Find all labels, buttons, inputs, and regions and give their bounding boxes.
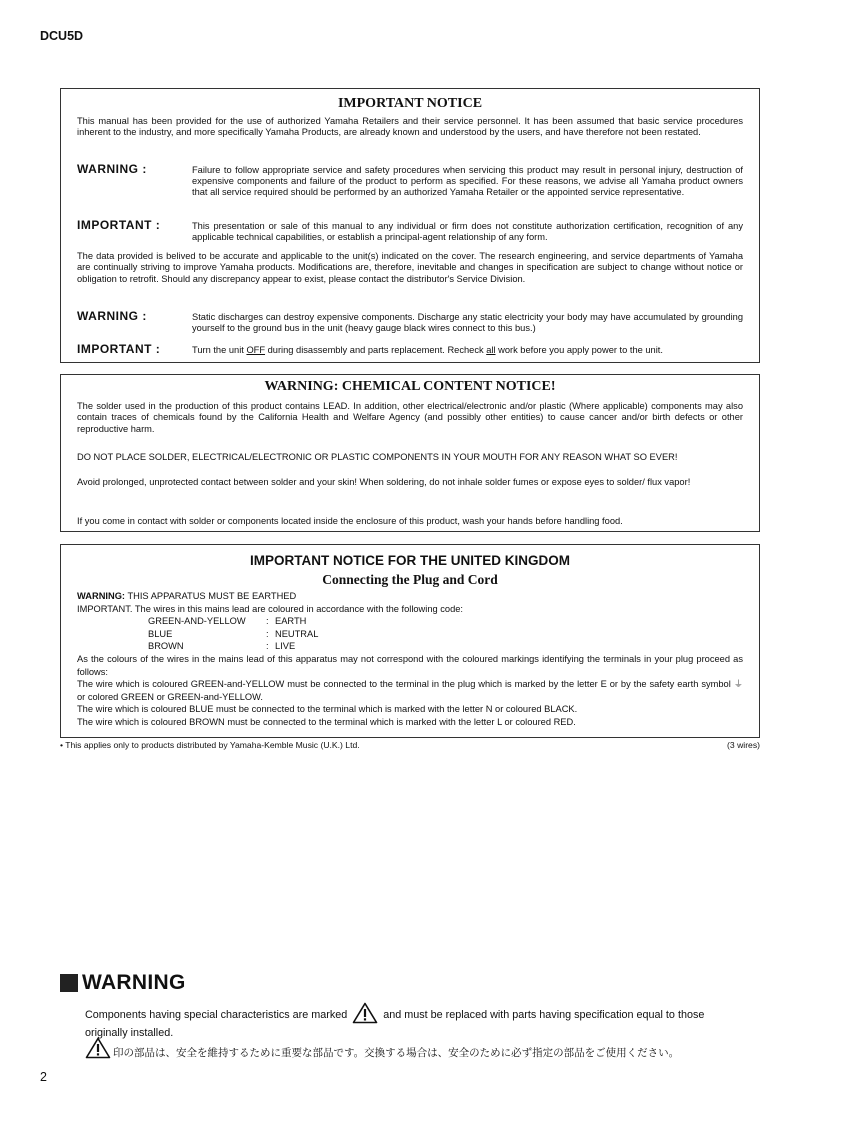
- caution-triangle-icon: [85, 1037, 111, 1062]
- notice-intro: This manual has been provided for the use of authorized Yamaha Retailers and their service personnel. It has been assumed that basic service procedures inherent to the industry, and more specifically Yamaha Products, are already known and understood by the users, and have therefore not been restated.: [77, 116, 743, 138]
- uk-p2a: The wire which is coloured GREEN-and-YELLOW must be connected to the terminal in the plug which is marked by the letter E or by the safety earth symbol: [77, 679, 734, 690]
- important2-pre: Turn the unit: [192, 345, 247, 355]
- wire-meaning: EARTH: [275, 616, 307, 627]
- uk-important-line: IMPORTANT. The wires in this mains lead are coloured in accordance with the following code:: [77, 603, 464, 614]
- important-text-2: [192, 345, 743, 356]
- important2-mid: during disassembly and parts replacement. Recheck: [265, 345, 487, 355]
- warning-text: [85, 1002, 745, 1039]
- wire-meaning: LIVE: [275, 641, 296, 652]
- important2-post: work before you apply power to the unit.: [495, 345, 663, 355]
- footnote-left: • This applies only to products distributed by Yamaha-Kemble Music (U.K.) Ltd.: [60, 740, 360, 750]
- warning-text-1: Failure to follow appropriate service and safety procedures when servicing this product may result in personal injury, destruction of expensive components and failure of the product to perform as specified. For these reasons, we advise all Yamaha product owners that all service required should be performed by an authorized Yamaha Retailer or the appointed service representative.: [192, 165, 743, 197]
- uk-paragraph-1: As the colours of the wires in the mains lead of this apparatus may not correspond with the coloured markings identifying the terminals in your plug proceed as follows:: [77, 653, 743, 677]
- important-notice-box: [60, 88, 760, 363]
- uk-notice-box: [60, 544, 760, 738]
- chemical-paragraph-1: The solder used in the production of this product contains LEAD. In addition, other electrical/electronic and/or plastic (Where applicable) components may also contain traces of chemicals found by the California Health and Welfare Agency (and possibly other entities) to cause cancer and/or birth defects or other reproductive harm.: [77, 401, 743, 434]
- off-word: OFF: [246, 345, 266, 355]
- chemical-paragraph-4: If you come in contact with solder or components located inside the enclosure of this product, wash your hands before handling food.: [77, 516, 623, 526]
- important-label-1: IMPORTANT :: [77, 218, 161, 232]
- wire-row: [77, 628, 743, 641]
- warning-label-1: WARNING :: [77, 162, 147, 176]
- wire-color: BLUE: [148, 628, 173, 639]
- warning-title: WARNING: [82, 971, 186, 994]
- uk-notice-body: [77, 590, 743, 729]
- uk-notice-subtitle: Connecting the Plug and Cord: [322, 572, 498, 587]
- uk-paragraph-4: The wire which is coloured BROWN must be connected to the terminal which is marked with the letter L or coloured RED.: [77, 716, 576, 727]
- warning-text-post: and must be replaced with parts having specification equal to those originally installed.: [85, 1009, 705, 1039]
- warning-label-2: WARNING :: [77, 309, 147, 323]
- important-notice-title: IMPORTANT NOTICE: [337, 96, 483, 111]
- uk-warning-text: THIS APPARATUS MUST BE EARTHED: [125, 591, 297, 601]
- japanese-warning: [85, 1037, 679, 1062]
- wire-sep: :: [266, 616, 269, 627]
- wire-meaning: NEUTRAL: [275, 628, 319, 639]
- uk-notice-title: IMPORTANT NOTICE FOR THE UNITED KINGDOM: [250, 553, 570, 568]
- wire-sep: :: [266, 628, 269, 639]
- chemical-notice-box: [60, 374, 760, 532]
- all-word: all: [486, 345, 496, 355]
- uk-paragraph-2: [77, 678, 743, 703]
- data-accuracy-paragraph: The data provided is belived to be accurate and applicable to the unit(s) indicated on the cover. The research engineering, and service departments of Yamaha are continually striving to improve Yamaha products. Modifications are, therefore, inevitable and changes in specification are subject to change without notice or obligation to retrofit. Should any discrepancy appear to exist, please contact the distributor's Service Division.: [77, 251, 743, 284]
- footnote-right: (3 wires): [727, 740, 760, 750]
- wire-sep: :: [266, 641, 269, 652]
- chemical-notice-title: WARNING: CHEMICAL CONTENT NOTICE!: [264, 379, 556, 394]
- model-name: DCU5D: [40, 29, 84, 43]
- wire-color: GREEN-AND-YELLOW: [148, 616, 246, 627]
- chemical-paragraph-3: Avoid prolonged, unprotected contact between solder and your skin! When soldering, do not inhale solder fumes or expose eyes to solder/ flux vapor!: [77, 477, 691, 487]
- uk-p2b: or colored GREEN or GREEN-and-YELLOW.: [77, 691, 264, 702]
- important-label-2: IMPORTANT :: [77, 342, 161, 356]
- wire-row: [77, 640, 743, 653]
- uk-warning-label: WARNING:: [77, 591, 126, 601]
- warning-text-2: Static discharges can destroy expensive components. Discharge any static electricity your body may have accumulated by grounding yourself to the ground bus in the unit (heavy gauge black wires connect to this bus.): [192, 312, 743, 333]
- wire-row: [77, 615, 743, 628]
- caution-triangle-icon: [352, 1002, 378, 1028]
- page-number: 2: [40, 1070, 47, 1084]
- important-text-1: This presentation or sale of this manual to any individual or firm does not constitute authorization certification, recognition of any applicable technical capabilities, or establish a principal-agent relationship of any form.: [192, 221, 743, 242]
- warning-heading: [60, 971, 186, 995]
- chemical-paragraph-2: DO NOT PLACE SOLDER, ELECTRICAL/ELECTRONIC OR PLASTIC COMPONENTS IN YOUR MOUTH FOR ANY REASON WHAT SO EVER!: [77, 452, 678, 462]
- japanese-warning-text: 印の部品は、安全を維持するために重要な部品です。交換する場合は、安全のために必ず指定の部品をご使用ください。: [113, 1047, 680, 1059]
- wire-color: BROWN: [148, 641, 184, 652]
- uk-paragraph-3: The wire which is coloured BLUE must be connected to the terminal which is marked with the letter N or coloured BLACK.: [77, 704, 578, 715]
- warning-square-icon: [60, 974, 78, 992]
- earth-symbol-icon: ⏚: [733, 679, 743, 690]
- warning-text-pre: Components having special characteristics are marked: [85, 1009, 351, 1021]
